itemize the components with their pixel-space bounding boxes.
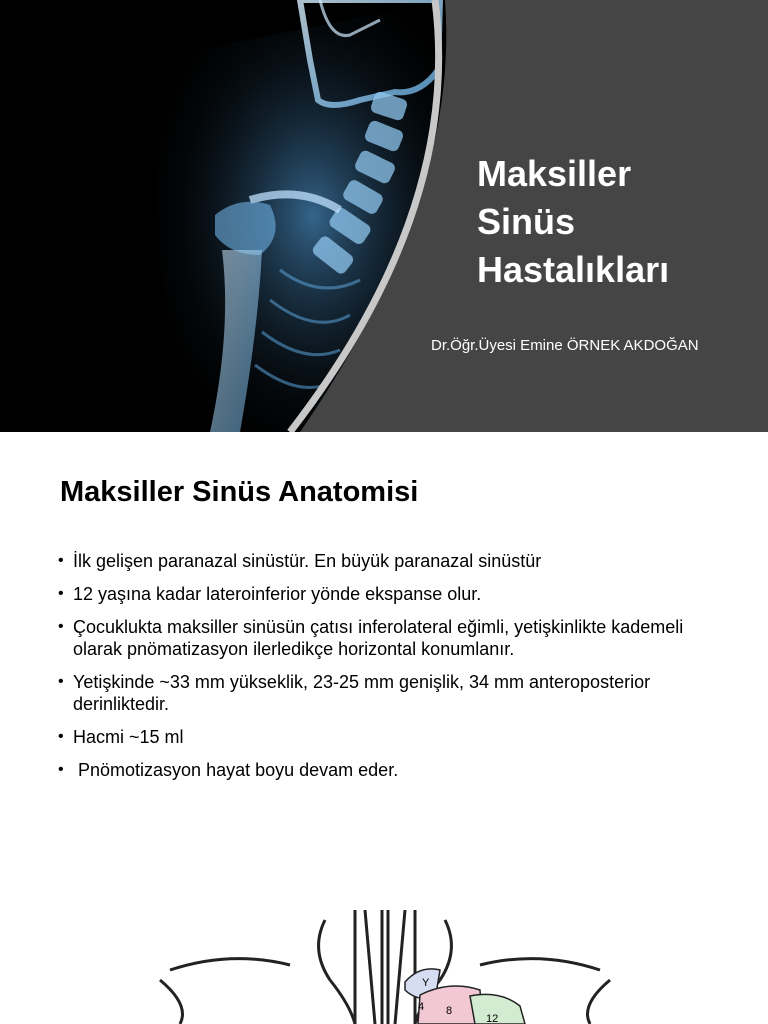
list-item: • İlk gelişen paranazal sinüstür. En büyük paranazal sinüstür <box>58 550 718 572</box>
title-line: Maksiller <box>477 153 632 194</box>
diagram-label: Y <box>422 977 430 989</box>
diagram-label: 4 <box>418 1001 425 1013</box>
list-item: • Hacmi ~15 ml <box>58 726 718 748</box>
slide-title <box>477 150 747 294</box>
diagram-label: 12 <box>486 1013 499 1024</box>
sinus-diagram <box>150 910 620 1024</box>
diagram-label: 8 <box>446 1005 453 1017</box>
bullet-list <box>58 550 718 792</box>
list-item: • Çocuklukta maksiller sinüsün çatısı inferolateral eğimli, yetişkinlikte kademeli olarak pnömatizasyon ilerledikçe horizontal konumlanır. <box>58 616 718 660</box>
title-line: Sinüs <box>477 201 576 242</box>
title-line: Hastalıkları <box>477 249 670 290</box>
anatomy-slide <box>0 432 768 1024</box>
list-item: • 12 yaşına kadar lateroinferior yönde ekspanse olur. <box>58 583 718 605</box>
list-item: • Yetişkinde ~33 mm yükseklik, 23-25 mm genişlik, 34 mm anteroposterior derinliktedir. <box>58 671 718 715</box>
title-slide <box>0 0 768 432</box>
slide-heading: Maksiller Sinüs Anatomisi <box>60 476 419 508</box>
author-name: Dr.Öğr.Üyesi Emine ÖRNEK AKDOĞAN <box>431 337 699 354</box>
list-item: • Pnömotizasyon hayat boyu devam eder. <box>58 759 718 781</box>
